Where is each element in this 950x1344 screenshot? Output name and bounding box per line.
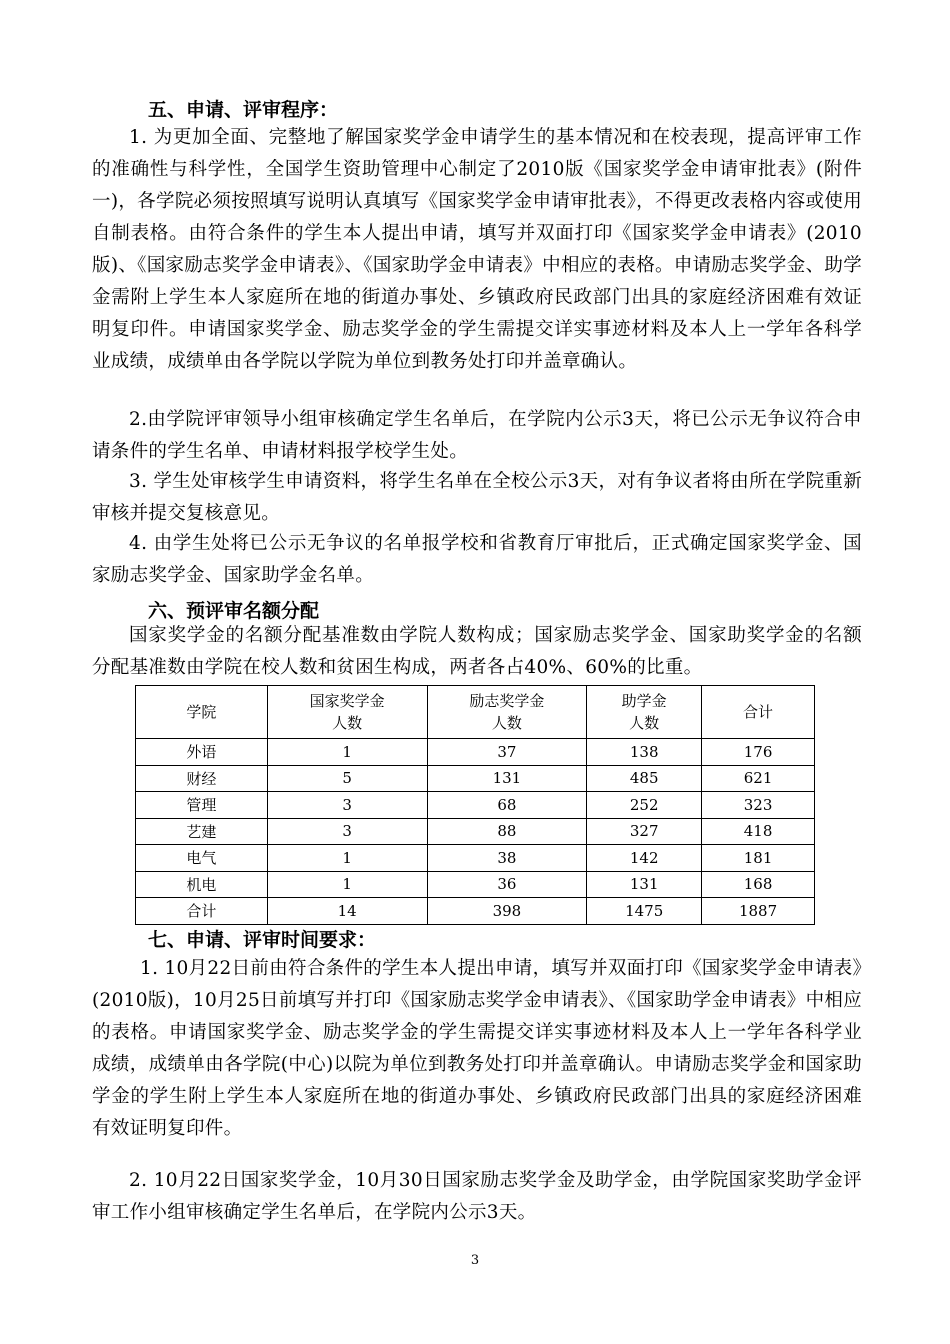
- header-cell: 学院: [136, 686, 268, 739]
- table-cell: 621: [702, 765, 815, 792]
- table-cell: 138: [587, 739, 702, 766]
- header-cell: 助学金 人数: [587, 686, 702, 739]
- table-cell: 323: [702, 792, 815, 819]
- table-cell: 68: [427, 792, 587, 819]
- table-cell: 36: [427, 871, 587, 898]
- table-cell: 398: [427, 898, 587, 925]
- table-cell: 485: [587, 765, 702, 792]
- table-cell: 机电: [136, 871, 268, 898]
- table-cell: 131: [587, 871, 702, 898]
- table-cell: 168: [702, 871, 815, 898]
- table-cell: 176: [702, 739, 815, 766]
- section5-para-1: 1. 为更加全面、完整地了解国家奖学金申请学生的基本情况和在校表现，提高评审工作的准确性与科学性，全国学生资助管理中心制定了2010版《国家奖学金申请审批表》(附件一)，各学院必须按照填写说明认真填写《国家奖学金申请审批表》，不得更改表格内容或使用自制表格。由符合条件的学生本人提出申请，填写并双面打印《国家奖学金申请表》(2010版)、《国家励志奖学金申请表》、《国家助学金申请表》中相应的表格。申请励志奖学金、助学金需附上学生本人家庭所在地的街道办事处、乡镇政府民政部门出具的家庭经济困难有效证明复印件。申请国家奖学金、励志奖学金的学生需提交详实事迹材料及本人上一学年各科学业成绩，成绩单由各学院以学院为单位到教务处打印并盖章确认。: [92, 127, 862, 372]
- table-cell: 14: [267, 898, 427, 925]
- section6-heading: 六、预评审名额分配: [148, 600, 320, 622]
- table-cell: 38: [427, 845, 587, 872]
- table-cell: 1: [267, 845, 427, 872]
- header-cell: 国家奖学金 人数: [267, 686, 427, 739]
- table-cell: 142: [587, 845, 702, 872]
- table-cell: 合计: [136, 898, 268, 925]
- table-cell: 181: [702, 845, 815, 872]
- section7-para-1: 1. 10月22日前由符合条件的学生本人提出申请，填写并双面打印《国家奖学金申请表》(2010版)，10月25日前填写并打印《国家励志奖学金申请表》、《国家助学金申请表》中相应的表格。申请国家奖学金、励志奖学金的学生需提交详实事迹材料及本人上一学年各科学业成绩，成绩单由各学院(中心)以院为单位到教务处打印并盖章确认。申请励志奖学金和国家助学金的学生附上学生本人家庭所在地的街道办事处、乡镇政府民政部门出具的家庭经济困难有效证明复印件。: [92, 958, 862, 1139]
- table-cell: 252: [587, 792, 702, 819]
- section5-para-3: 3. 学生处审核学生申请资料，将学生名单在全校公示3天，对有争议者将由所在学院重新审核并提交复核意见。: [92, 471, 862, 524]
- table-row: [136, 765, 815, 792]
- section6-para: 国家奖学金的名额分配基准数由学院人数构成；国家励志奖学金、国家助奖学金的名额分配基准数由学院在校人数和贫困生构成，两者各占40%、60%的比重。: [92, 625, 862, 678]
- section5-heading: 五、申请、评审程序：: [148, 99, 339, 121]
- table-cell: 电气: [136, 845, 268, 872]
- table-cell: 艺建: [136, 818, 268, 845]
- table-cell: 37: [427, 739, 587, 766]
- table-cell: 3: [267, 818, 427, 845]
- table-cell: 327: [587, 818, 702, 845]
- table-cell: 3: [267, 792, 427, 819]
- table-cell: 418: [702, 818, 815, 845]
- header-cell: 励志奖学金 人数: [427, 686, 587, 739]
- table-row: [136, 739, 815, 766]
- table-row: [136, 845, 815, 872]
- section7-heading: 七、申请、评审时间要求：: [148, 929, 377, 951]
- table-cell: 1: [267, 871, 427, 898]
- table-cell: 88: [427, 818, 587, 845]
- table-row: [136, 818, 815, 845]
- section5-para-2: 2.由学院评审领导小组审核确定学生名单后，在学院内公示3天，将已公示无争议符合申请条件的学生名单、申请材料报学校学生处。: [92, 409, 862, 462]
- table-cell: 1887: [702, 898, 815, 925]
- section5-para-4: 4. 由学生处将已公示无争议的名单报学校和省教育厅审批后，正式确定国家奖学金、国家励志奖学金、国家助学金名单。: [92, 533, 862, 586]
- table-cell: 管理: [136, 792, 268, 819]
- table-cell: 财经: [136, 765, 268, 792]
- table-cell: 131: [427, 765, 587, 792]
- table-cell: 5: [267, 765, 427, 792]
- header-cell: 合计: [702, 686, 815, 739]
- table-cell: 外语: [136, 739, 268, 766]
- table-cell: 1475: [587, 898, 702, 925]
- table-cell: 1: [267, 739, 427, 766]
- section7-para-2: 2. 10月22日国家奖学金，10月30日国家励志奖学金及助学金，由学院国家奖助学金评审工作小组审核确定学生名单后，在学院内公示3天。: [92, 1170, 862, 1223]
- quota-table: [135, 685, 815, 925]
- table-row: [136, 871, 815, 898]
- table-header-row: [136, 686, 815, 739]
- page-number: 3: [470, 1253, 480, 1268]
- table-row: [136, 792, 815, 819]
- table-total-row: [136, 898, 815, 925]
